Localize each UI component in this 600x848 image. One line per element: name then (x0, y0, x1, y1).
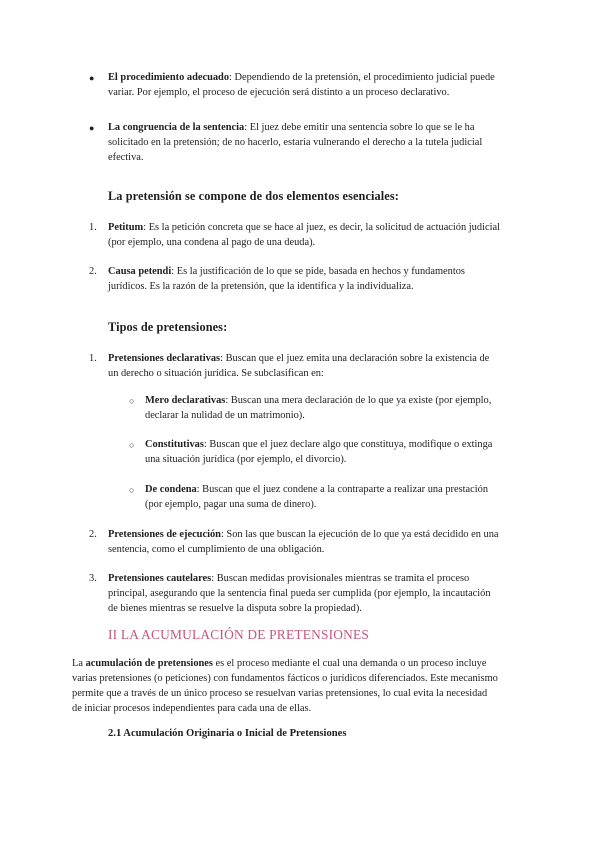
item-text: declarar la nulidad de un matrimonio). (145, 410, 305, 421)
list-item (0, 70, 600, 120)
item-text: variar. Por ejemplo, el proceso de ejecución será distinto a un proceso declarativo. (108, 87, 450, 98)
paragraph-text: de iniciar procesos independientes para cada una de ellas. (72, 703, 312, 714)
list-item (0, 527, 600, 571)
item-text: una situación jurídica (por ejemplo, el divorcio). (145, 454, 347, 465)
sub-list-item (0, 437, 600, 482)
item-text: : Buscan que el juez declare algo que constituya, modifique o extinga (203, 439, 493, 450)
item-bold-term: De condena (145, 484, 197, 495)
heading-elementos: La pretensión se compone de dos elementos esenciales: (108, 189, 399, 203)
item-text: : Buscan una mera declaración de lo que ya existe (por ejemplo, (225, 395, 492, 406)
circle-marker: ○ (129, 485, 135, 495)
bullet-marker: ● (89, 123, 95, 133)
item-bold-term: Causa petendi (108, 266, 172, 277)
item-number: 2. (89, 529, 97, 540)
list-item (0, 351, 600, 393)
item-text: un derecho o situación jurídica. Se subclasifican en: (108, 368, 324, 379)
item-number: 2. (89, 266, 97, 277)
list-item (0, 220, 600, 264)
item-number: 3. (89, 573, 97, 584)
item-text: : Buscan que el juez condene a la contraparte a realizar una prestación (196, 484, 489, 495)
subsection-title: 2.1 Acumulación Originaria o Inicial de Pretensiones (108, 728, 347, 739)
item-text: jurídicos. Es la razón de la pretensión, que la identifica y la individualiza. (108, 281, 414, 292)
item-bold-term: Pretensiones declarativas (108, 353, 221, 364)
item-text: (por ejemplo, pagar una suma de dinero). (145, 499, 317, 510)
list-item (0, 264, 600, 308)
item-text: de bienes mientras se resuelve la disputa sobre la propiedad). (108, 603, 362, 614)
item-bold-term: La congruencia de la sentencia (108, 122, 245, 133)
item-bold-term: Pretensiones cautelares (108, 573, 212, 584)
section-title: II LA ACUMULACIÓN DE PRETENSIONES (108, 627, 370, 642)
item-bold-term: Constitutivas (145, 439, 204, 450)
circle-marker: ○ (129, 440, 135, 450)
bullet-list-top (0, 70, 600, 170)
item-bold-term: El procedimiento adecuado (108, 72, 230, 83)
item-text: : Buscan que el juez emita una declaración sobre la existencia de (220, 353, 490, 364)
numbered-list-tipos (0, 351, 600, 621)
paragraph-bold-term: acumulación de pretensiones (85, 658, 213, 669)
item-text: principal, asegurando que la sentencia final pueda ser cumplida (por ejemplo, la incautación (108, 588, 491, 599)
item-text: : Son las que buscan la ejecución de lo que ya está decidido en una (220, 529, 499, 540)
paragraph-acumulacion (72, 656, 542, 716)
item-text: : Es la petición concreta que se hace al juez, es decir, la solicitud de actuación judicial (143, 222, 500, 233)
item-text: sentencia, como el cumplimiento de una obligación. (108, 544, 325, 555)
numbered-list-elementos (0, 220, 600, 308)
item-text: : Es la justificación de lo que se pide, basada en hechos y fundamentos (171, 266, 465, 277)
item-bold-term: Pretensiones de ejecución (108, 529, 221, 540)
item-text: : El juez debe emitir una sentencia sobre lo que se le ha (244, 122, 475, 133)
circle-marker: ○ (129, 396, 135, 406)
paragraph-text: varias pretensiones (o peticiones) con fundamentos fácticos o jurídicos diferenciados. Este mecanismo (72, 673, 498, 684)
list-item (0, 120, 600, 170)
item-text: : Dependiendo de la pretensión, el procedimiento judicial puede (229, 72, 495, 83)
item-number: 1. (89, 353, 97, 364)
item-text: : Buscan medidas provisionales mientras se tramita el proceso (211, 573, 470, 584)
paragraph-text: La (72, 658, 86, 669)
item-bold-term: Mero declarativas (145, 395, 226, 406)
paragraph-text: permite que a través de un único proceso se resuelvan varias pretensiones, lo cual evita la necesidad (72, 688, 488, 699)
item-text: efectiva. (108, 152, 144, 163)
sub-list-item (0, 482, 600, 527)
sub-list-item (0, 393, 600, 437)
item-text: (por ejemplo, una condena al pago de una deuda). (108, 237, 316, 248)
item-bold-term: Petitum (108, 222, 144, 233)
heading-tipos: Tipos de pretensiones: (108, 320, 228, 334)
list-item (0, 571, 600, 621)
item-text: solicitado en la pretensión; de no hacerlo, estaría vulnerando el derecho a la tutela judicial (108, 137, 483, 148)
paragraph-text: es el proceso mediante el cual una demanda o un proceso incluye (212, 658, 487, 669)
bullet-marker: ● (89, 73, 95, 83)
item-number: 1. (89, 222, 97, 233)
